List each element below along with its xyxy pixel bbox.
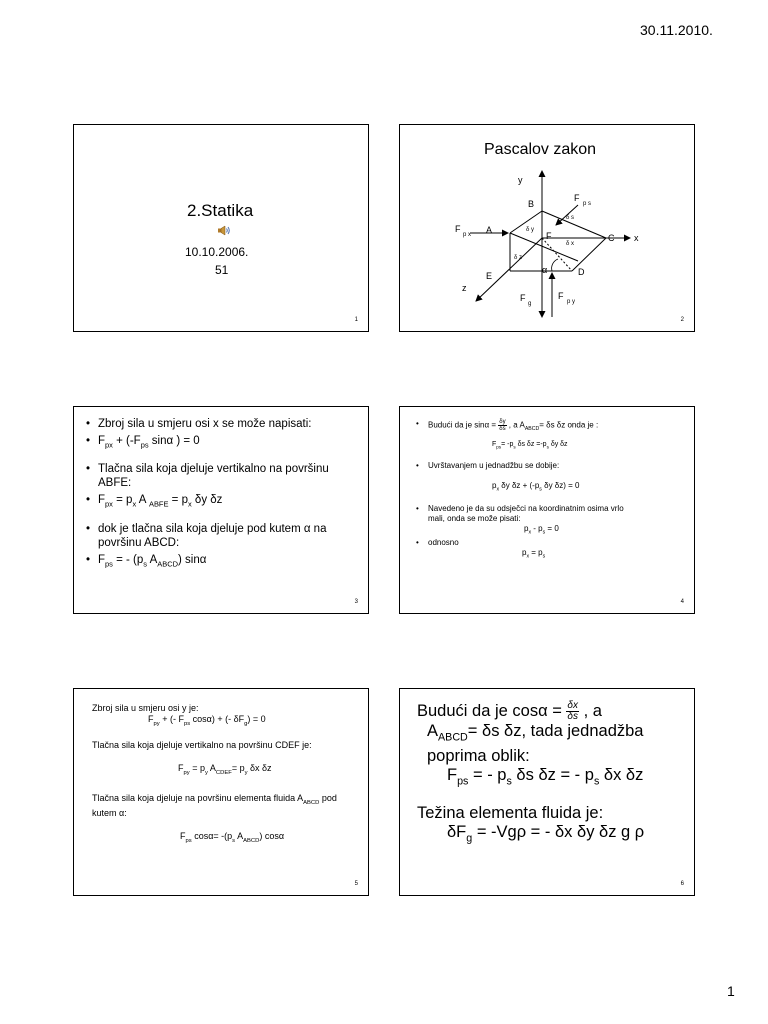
slide-5-body	[92, 703, 360, 847]
slide-3	[73, 406, 369, 614]
label-a: A	[486, 225, 493, 235]
text-line: Tlačna sila koja djeluje na površinu elementa fluida $A_{ABCD}$ pod kutem α:	[92, 792, 337, 819]
equation: $F_{py} = p_y$ $A_{CDEF}= p_y$ δx δz	[178, 762, 272, 776]
label-fpy-sub: p y	[567, 299, 576, 305]
text-line: poprima oblik:	[427, 747, 530, 766]
slide-1-title: 2.Statika	[187, 201, 254, 220]
label-f: F	[546, 231, 552, 241]
page-number: 1	[727, 983, 735, 999]
label-c: C	[608, 233, 615, 243]
label-z: z	[462, 283, 467, 293]
slide-number: 2	[680, 317, 684, 323]
bullet: • dok je tlačna sila koja djeluje pod kutem α na površinu ABCD:	[86, 522, 362, 550]
slide-1-number: 51	[215, 263, 229, 277]
slide-2	[399, 124, 695, 332]
slide-3-bullets	[86, 417, 362, 571]
slide-number: 5	[354, 881, 358, 887]
equation: $F_{ps}$ $\cos\alpha= -(p_s$ $A_{ABCD}$) cosα	[180, 831, 285, 845]
slide-1	[73, 124, 369, 332]
label-fg-sub: g	[528, 301, 532, 307]
label-ds: δ s	[566, 215, 575, 221]
equation: $\delta F_g = -Vg\rho$ = - δx δy δz g ρ	[447, 822, 645, 844]
slide-6	[399, 688, 695, 896]
label-dz: δ z	[514, 255, 523, 261]
equation: $p_x = p_s$	[522, 547, 546, 560]
bullet: • $F_{px} = p_x$ A $_{ABFE} = p_x$ δy δz	[86, 493, 362, 511]
equation: $F_{ps}$ = - $p_s$ δs δz = - $p_s$ δx δz	[447, 766, 644, 788]
text-line: Zbroj sila u smjeru osi y je:	[92, 703, 199, 713]
slide-6-body	[417, 701, 693, 848]
header-date: 30.11.2010.	[640, 22, 713, 38]
equation: $F_{ps}= -p_s$ δs $\delta z =-p_s$ δy δz	[492, 441, 568, 450]
bullet: • $F_{ps}$ = - ($p_s$ $A_{ABCD}$) sinα	[86, 553, 362, 571]
label-dx: δ x	[566, 241, 575, 247]
label-fpx: F	[455, 224, 461, 234]
text-line: Tlačna sila koja djeluje vertikalno na površinu CDEF je:	[92, 739, 312, 750]
label-alpha: α	[542, 265, 548, 275]
text-line: Budući da je cosα = $\frac{\delta x}{\delta s}$ , a	[417, 700, 602, 722]
text-line: Težina elementa fluida je:	[417, 803, 604, 822]
text-line: $A_{ABCD}= \delta s$ δz, tada jednadžba	[427, 722, 644, 744]
bullet: • Uvrštavanjem u jednadžbu se dobije: $p_x$ δy $\delta z + (-p_s$ δy δz) = 0	[416, 461, 686, 495]
speaker-icon	[217, 223, 231, 241]
pascal-law-diagram	[400, 161, 694, 331]
bullet: • Navedeno je da su odsječci na koordinatnim osima vrlo mali, onda se može pisati: $p_x - p_s = 0$	[416, 504, 686, 538]
bullet: • Budući da je sinα = $\frac{\delta y}{\delta s}$ , a $A_{ABCD}= \delta s$ δz onda je : $F_{ps}= -p_s$ δs $\delta z =-p_s$ δy δz	[416, 419, 686, 453]
label-d: D	[578, 267, 585, 277]
equation: $F_{py}$ + (- $F_{ps}$ cosα) + (- $\delta F_g) = 0$	[148, 714, 266, 727]
slide-4-bullets	[416, 419, 686, 561]
slide-5	[73, 688, 369, 896]
label-fpx-sub: p x	[463, 232, 472, 238]
label-fg: F	[520, 293, 526, 303]
angle-arc	[552, 259, 558, 271]
fraction: $\frac{\delta x}{\delta s}$	[567, 700, 578, 722]
fraction: $\frac{\delta y}{\delta s}$	[499, 419, 506, 432]
label-x: x	[634, 233, 639, 243]
label-dy: δ y	[526, 227, 535, 233]
slide-2-title: Pascalov zakon	[484, 141, 597, 158]
label-e: E	[486, 271, 493, 281]
axis-z	[476, 238, 542, 301]
slide-4	[399, 406, 695, 614]
label-b: B	[528, 199, 535, 209]
label-y: y	[518, 175, 523, 185]
slide-number: 6	[680, 881, 684, 887]
bullet: • Tlačna sila koja djeluje vertikalno na površinu ABFE:	[86, 462, 362, 490]
label-fpy: F	[558, 291, 564, 301]
label-fps-sub: p s	[583, 201, 592, 207]
slide-1-date: 10.10.2006.	[185, 245, 249, 259]
bullet: • $F_{px} + (-F_{ps}$ sinα ) = 0	[86, 434, 362, 452]
label-fps: F	[574, 193, 580, 203]
bullet: • Zbroj sila u smjeru osi x se može napisati:	[86, 417, 362, 431]
slide-number: 1	[354, 317, 358, 323]
slide-number: 3	[354, 599, 358, 605]
slide-number: 4	[680, 599, 684, 605]
bullet: • odnosno $p_x = p_s$	[416, 538, 686, 562]
equation: $p_x$ δy $\delta z + (-p_s$ δy δz) = 0	[492, 480, 580, 493]
equation: $p_x - p_s = 0$	[524, 524, 559, 536]
